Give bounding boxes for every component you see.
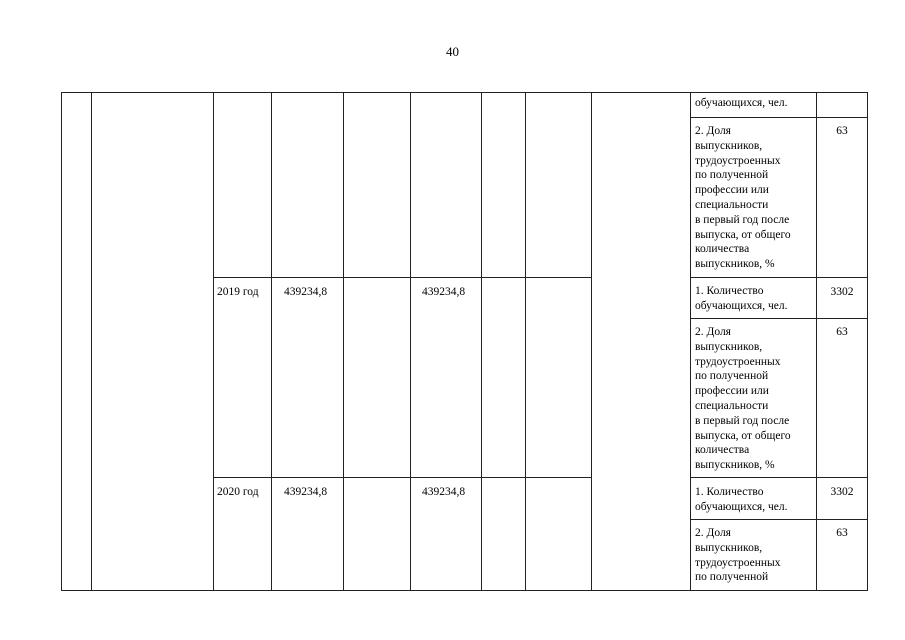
regional-cell: 439234,8 — [422, 286, 466, 298]
table-border — [61, 590, 868, 591]
table-border — [343, 92, 344, 591]
year-cell: 2019 год — [217, 286, 259, 298]
total-cell: 439234,8 — [284, 486, 328, 498]
table-border — [867, 92, 868, 591]
regional-cell: 439234,8 — [422, 486, 466, 498]
indicator-text: 2. Доля выпускников, трудоустроенных по полученной профессии или специальности в первый год после выпуска, от общего количества выпускников, % — [695, 326, 791, 472]
table-border — [690, 92, 691, 591]
indicator-value: 63 — [836, 326, 848, 338]
total-cell: 439234,8 — [284, 286, 328, 298]
indicator-text: 1. Количество обучающихся, чел. — [695, 285, 788, 312]
table-border — [213, 477, 592, 478]
table-border — [690, 519, 868, 520]
indicator-text: 1. Количество обучающихся, чел. — [695, 486, 788, 513]
table-border — [591, 92, 592, 591]
indicator-value: 3302 — [830, 486, 854, 498]
indicator-value: 63 — [836, 527, 848, 539]
page-number: 40 — [446, 44, 459, 59]
table-border — [61, 92, 868, 93]
table-border — [690, 117, 868, 118]
indicator-text: 2. Доля выпускников, трудоустроенных по полученной — [695, 527, 781, 584]
table-border — [61, 92, 62, 591]
table-border — [690, 477, 868, 478]
table-border — [91, 92, 92, 591]
table-border — [271, 92, 272, 591]
indicator-text: 2. Доля выпускников, трудоустроенных по полученной профессии или специальности в первый год после выпуска, от общего количества выпускников, % — [695, 125, 791, 271]
table-border — [690, 277, 868, 278]
table-border — [481, 92, 482, 591]
table-border — [213, 277, 592, 278]
indicator-value: 3302 — [830, 286, 854, 298]
table-border — [816, 92, 817, 591]
indicator-value: 63 — [836, 125, 848, 137]
table-border — [525, 92, 526, 591]
table-border — [213, 92, 214, 591]
table-border — [690, 318, 868, 319]
indicator-text: обучающихся, чел. — [695, 97, 788, 109]
table-border — [410, 92, 411, 591]
year-cell: 2020 год — [217, 486, 259, 498]
